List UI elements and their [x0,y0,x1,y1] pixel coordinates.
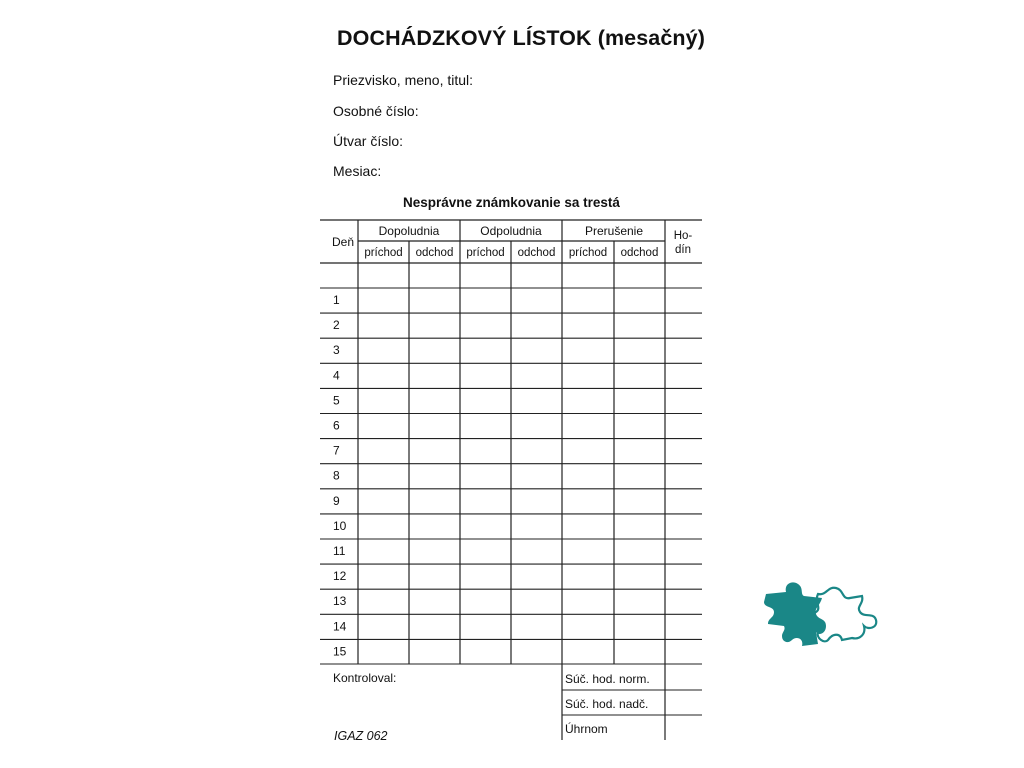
day-number-2: 2 [333,318,340,333]
sum-overtime-hours-label: Súč. hod. nadč. [565,697,649,711]
day-number-6: 6 [333,418,340,433]
hours-header-line2: dín [675,244,691,256]
day-number-13: 13 [333,594,347,609]
day-number-labels [333,293,347,658]
warning-text: Nesprávne známkovanie sa trestá [403,195,620,210]
form-title: DOCHÁDZKOVÝ LÍSTOK (mesačný) [337,26,705,50]
group-header-afternoon: Odpoludnia [480,224,542,238]
group-header-morning: Dopoludnia [378,224,440,238]
day-number-1: 1 [333,293,340,307]
day-number-15: 15 [333,644,347,659]
subheader-arrival-1: príchod [364,247,403,259]
total-hours-label: Úhrnom [565,722,608,736]
subheader-departure-2: odchod [517,247,556,259]
form-code: IGAZ 062 [334,729,388,743]
day-number-4: 4 [333,368,340,383]
day-number-7: 7 [333,443,340,458]
table-grid-lines [320,220,702,740]
puzzle-filled-piece [764,582,826,646]
subheader-arrival-2: príchod [466,247,505,259]
day-number-5: 5 [333,393,340,408]
day-header: Deň [332,235,355,249]
subheader-departure-1: odchod [415,247,454,259]
field-personal-number-label: Osobné číslo: [333,103,419,119]
puzzle-pieces-icon [762,578,882,655]
day-number-12: 12 [333,569,347,584]
day-number-3: 3 [333,343,340,358]
field-department-label: Útvar číslo: [333,133,404,149]
subheader-arrival-3: príchod [568,247,608,259]
hours-header-line1: Ho- [673,230,693,242]
subheader-departure-3: odchod [620,247,659,259]
day-number-10: 10 [333,518,347,533]
checked-by-label: Kontroloval: [333,671,397,685]
day-number-11: 11 [333,544,346,558]
group-header-break: Prerušenie [584,224,644,238]
day-number-9: 9 [333,493,340,508]
field-month-label: Mesiac: [333,163,382,179]
day-number-8: 8 [333,468,340,483]
day-number-14: 14 [333,619,347,634]
sum-normal-hours-label: Súč. hod. norm. [565,672,650,686]
field-name-label: Priezvisko, meno, titul: [333,72,474,88]
